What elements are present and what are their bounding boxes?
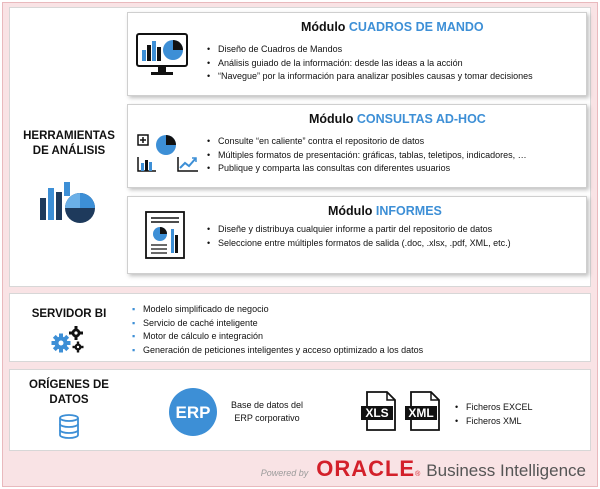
- erp-badge: [168, 387, 218, 437]
- erp-badge-label: ERP: [175, 403, 211, 422]
- list-item: • Consulte “en caliente” contra el repositorio de datos: [207, 135, 527, 149]
- xls-label: XLS: [365, 406, 389, 420]
- module-informes: [127, 196, 587, 274]
- registered-mark: ®: [415, 471, 421, 478]
- module-cuadros-de-mando: [127, 12, 587, 96]
- list-item: • Diseño de Cuadros de Mandos: [207, 43, 533, 57]
- dashboard-monitor-icon: [136, 33, 188, 77]
- origenes-title: ORÍGENES DE DATOS: [29, 379, 109, 406]
- adhoc-query-icon: [136, 133, 200, 173]
- file-sources: [455, 401, 533, 428]
- herramientas-title: HERRAMIENTAS DE ANÁLISIS: [23, 130, 115, 157]
- powered-by-footer: [261, 456, 586, 482]
- list-item: ▪ Motor de cálculo e integración: [132, 330, 423, 344]
- list-item: • Diseñe y distribuya cualquier informe a partir del repositorio de datos: [207, 223, 511, 237]
- list-item: • “Navegue” por la información para analizar posibles causas y tomar decisiones: [207, 70, 533, 84]
- list-item: • Ficheros EXCEL: [455, 401, 533, 415]
- xml-file-icon: [405, 391, 441, 431]
- xls-file-icon: [361, 391, 397, 431]
- module-items: [207, 223, 511, 250]
- oracle-logo: ORACLE: [316, 456, 416, 481]
- list-item: • Ficheros XML: [455, 415, 533, 429]
- list-item: ▪ Servicio de caché inteligente: [132, 317, 423, 331]
- erp-description: Base de datos del ERP corporativo: [230, 400, 304, 423]
- powered-by-label: Powered by: [260, 468, 309, 478]
- module-items: [207, 43, 533, 84]
- module-title: Módulo CUADROS DE MANDO: [301, 20, 484, 34]
- module-items: [207, 135, 527, 176]
- product-name: Business Intelligence: [426, 461, 586, 480]
- module-title: Módulo CONSULTAS AD-HOC: [309, 112, 486, 126]
- report-document-icon: [145, 211, 185, 259]
- list-item: • Múltiples formatos de presentación: gráficas, tablas, teletipos, indicadores, …: [207, 149, 527, 163]
- list-item: • Publique y comparta las consultas con diferentes usuarios: [207, 162, 527, 176]
- list-item: • Análisis guiado de la información: desde las ideas a la acción: [207, 57, 533, 71]
- module-title: Módulo INFORMES: [328, 204, 442, 218]
- xml-label: XML: [408, 406, 434, 420]
- list-item: • Seleccione entre múltiples formatos de salida (.doc, .xlsx, .pdf, XML, etc.): [207, 237, 511, 251]
- servidor-items: [132, 303, 423, 357]
- servidor-title: SERVIDOR BI: [31, 308, 107, 320]
- list-item: ▪ Modelo simplificado de negocio: [132, 303, 423, 317]
- database-icon: [58, 414, 80, 440]
- analysis-chart-icon: [36, 180, 100, 226]
- list-item: ▪ Generación de peticiones inteligentes y acceso optimizado a los datos: [132, 344, 423, 358]
- gears-icon: [50, 324, 86, 354]
- module-consultas-ad-hoc: [127, 104, 587, 188]
